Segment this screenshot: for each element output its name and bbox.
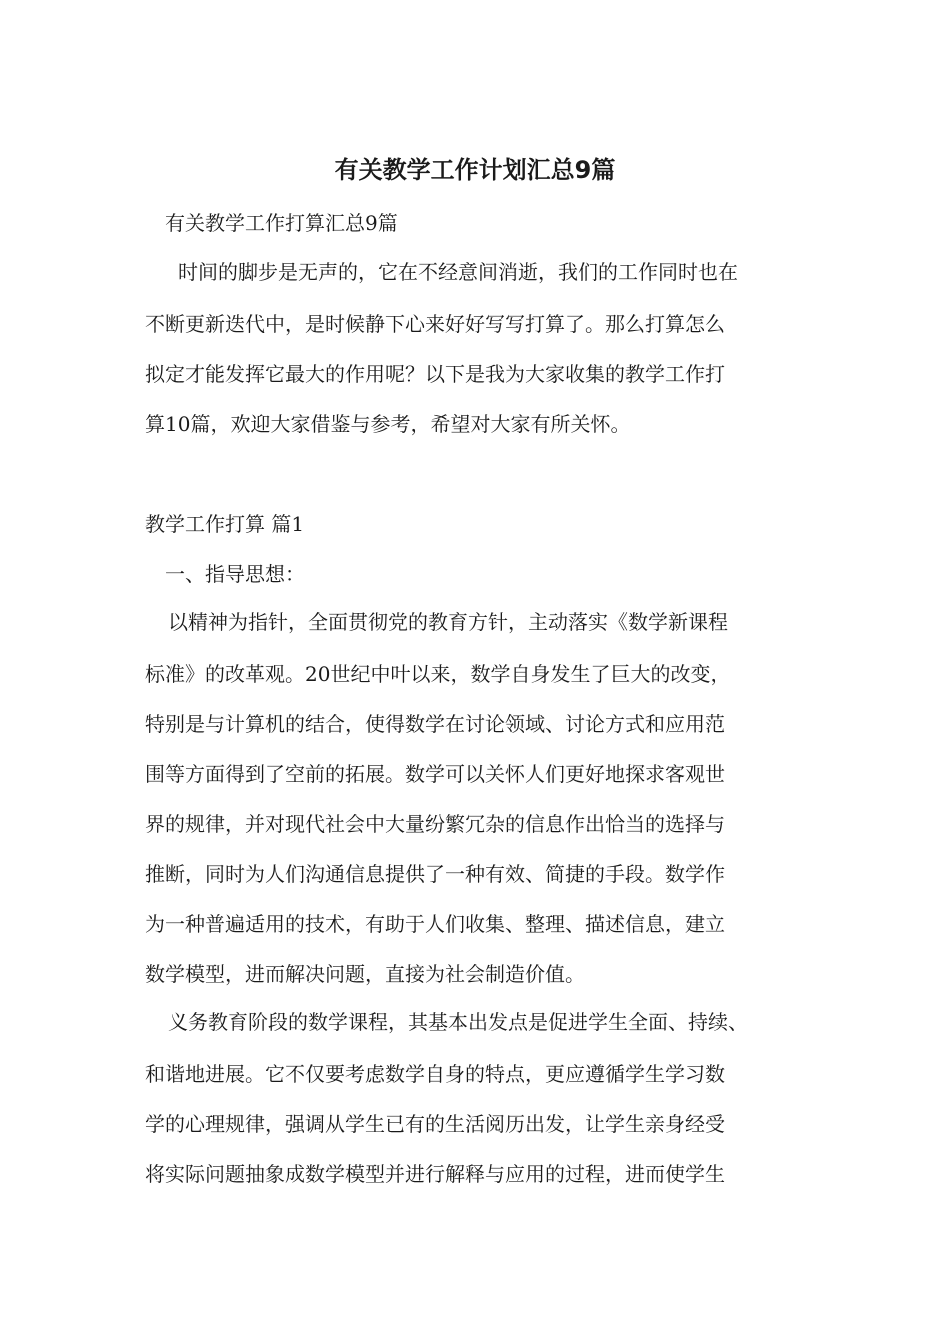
paragraph-line: 推断，同时为人们沟通信息提供了一种有效、简捷的手段。数学作 (145, 862, 725, 886)
paragraph-line: 以精神为指针，全面贯彻党的教育方针，主动落实《数学新课程 (168, 610, 728, 634)
paragraph-line: 特别是与计算机的结合，使得数学在讨论领域、讨论方式和应用范 (145, 712, 725, 736)
document-subtitle: 有关教学工作打算汇总9篇 (165, 211, 398, 235)
section-heading: 教学工作打算 篇1 (145, 512, 305, 536)
intro-line: 算10篇，欢迎大家借鉴与参考，希望对大家有所关怀。 (145, 412, 631, 436)
intro-line: 拟定才能发挥它最大的作用呢？以下是我为大家收集的教学工作打 (145, 362, 725, 386)
paragraph-line: 和谐地进展。它不仅要考虑数学自身的特点，更应遵循学生学习数 (145, 1062, 725, 1086)
document-title: 有关教学工作计划汇总9篇 (334, 156, 616, 184)
paragraph-line: 为一种普遍适用的技术，有助于人们收集、整理、描述信息，建立 (145, 912, 725, 936)
paragraph-line: 界的规律，并对现代社会中大量纷繁冗杂的信息作出恰当的选择与 (145, 812, 725, 836)
paragraph-line: 义务教育阶段的数学课程，其基本出发点是促进学生全面、持续、 (168, 1010, 748, 1034)
paragraph-line: 围等方面得到了空前的拓展。数学可以关怀人们更好地探求客观世 (145, 762, 725, 786)
subsection-heading: 一、指导思想： (165, 562, 305, 586)
paragraph-line: 将实际问题抽象成数学模型并进行解释与应用的过程，进而使学生 (145, 1162, 725, 1186)
intro-line: 时间的脚步是无声的，它在不经意间消逝，我们的工作同时也在 (178, 260, 738, 284)
paragraph-line: 学的心理规律，强调从学生已有的生活阅历出发，让学生亲身经受 (145, 1112, 725, 1136)
intro-line: 不断更新迭代中，是时候静下心来好好写写打算了。那么打算怎么 (145, 312, 725, 336)
paragraph-line: 数学模型，进而解决问题，直接为社会制造价值。 (145, 962, 585, 986)
paragraph-line: 标准》的改革观。20世纪中叶以来，数学自身发生了巨大的改变， (145, 662, 731, 686)
